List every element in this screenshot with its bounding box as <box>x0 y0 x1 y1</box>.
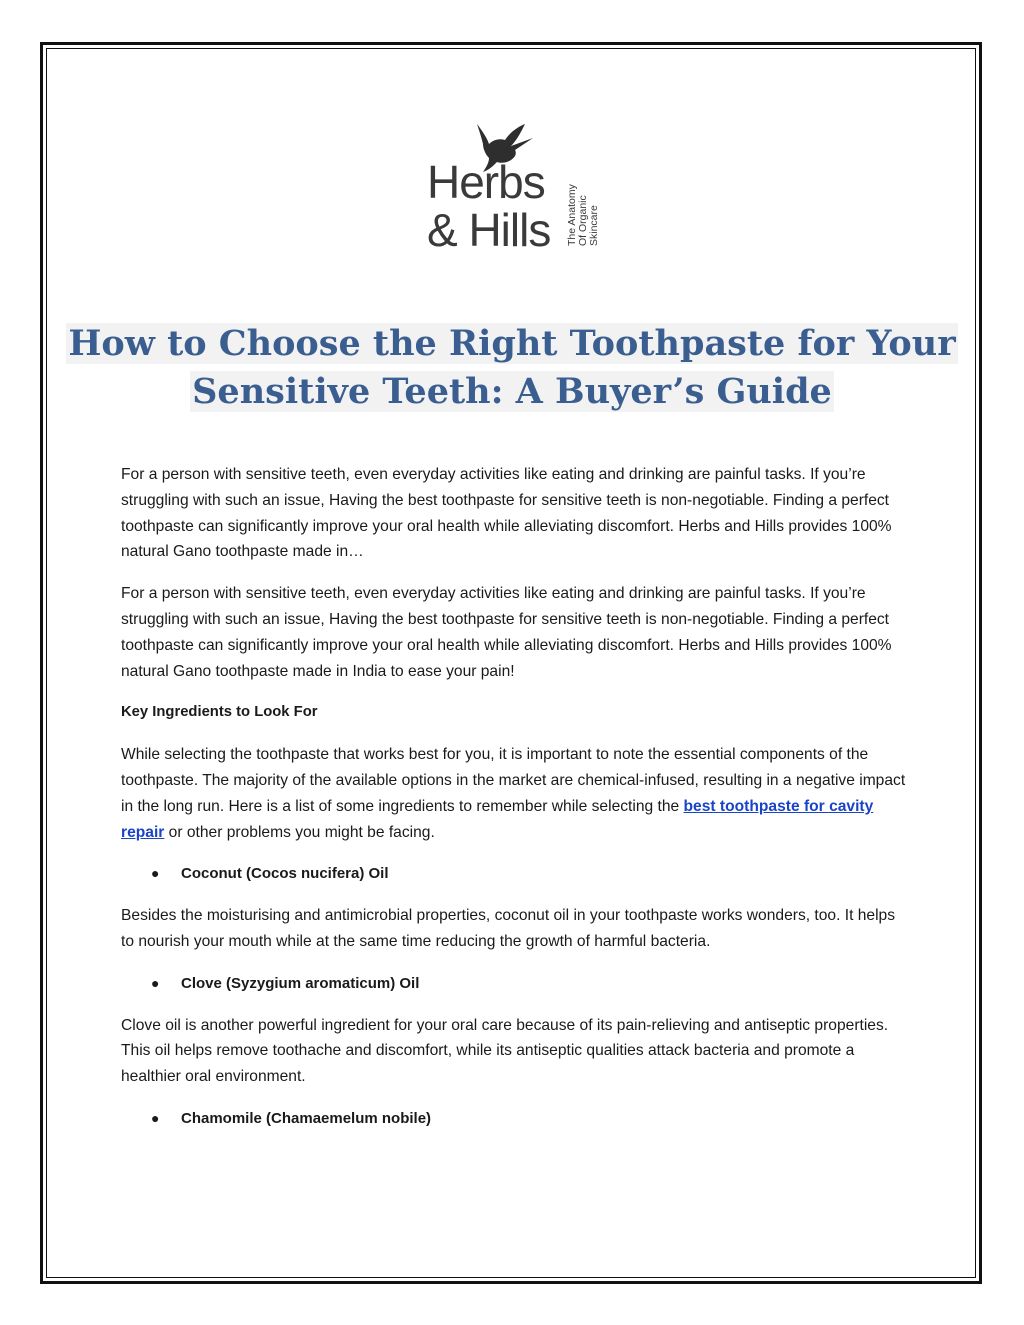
coconut-paragraph: Besides the moisturising and antimicrobial properties, coconut oil in your toothpaste works wonders, too. It helps to nourish your mouth while at the same time reducing the growth of harmful bacteria. <box>121 907 896 950</box>
cavity-repair-link[interactable]: best toothpaste for cavity repair <box>121 797 874 841</box>
article-body <box>121 462 911 1148</box>
title-line-2: Sensitive Teeth: A Buyer’s Guide <box>192 371 832 412</box>
article-title <box>60 320 964 416</box>
bullet-label: Chamomile (Chamaemelum nobile) <box>181 1109 432 1127</box>
list-item-clove <box>121 971 911 997</box>
intro-paragraph-full: For a person with sensitive teeth, even everyday activities like eating and drinking are painful tasks. If you’re struggling with such an issue, Having the best toothpaste for sensitive teeth is non-negotiable. Finding a perfect toothpaste can significantly improve your oral health while alleviating discomfort. Herbs and Hills provides 100% natural Gano toothpaste made in India to ease your pain! <box>121 585 892 680</box>
bullet-label: Coconut (Cocos nucifera) Oil <box>181 865 389 883</box>
herbs-and-hills-logo <box>425 118 605 258</box>
logo-brand-line1: Herbs <box>427 156 545 208</box>
bullet-icon: ● <box>151 974 160 991</box>
selecting-paragraph <box>121 742 911 845</box>
intro-paragraph-short: For a person with sensitive teeth, even everyday activities like eating and drinking are painful tasks. If you’re struggling with such an issue, Having the best toothpaste for sensitive teeth is non-negotiable. Finding a perfect toothpaste can significantly improve your oral health while alleviating discomfort. Herbs and Hills provides 100% natural Gano toothpaste made in… <box>121 466 892 561</box>
selecting-text-after: or other problems you might be facing. <box>164 823 435 841</box>
section-heading: Key Ingredients to Look For <box>121 704 318 721</box>
logo-tagline-3: Skincare <box>588 205 600 246</box>
list-item-coconut <box>121 861 911 887</box>
logo-brand-line2: & Hills <box>427 204 551 256</box>
bullet-icon: ● <box>151 865 160 882</box>
bullet-icon: ● <box>151 1109 160 1126</box>
bullet-label: Clove (Syzygium aromaticum) Oil <box>181 974 420 992</box>
title-line-1: How to Choose the Right Toothpaste for Your <box>68 323 956 364</box>
selecting-text-before: While selecting the toothpaste that works best for you, it is important to note the essential components of the toothpaste. The majority of the available options in the market are chemical-infused, resulting in a negative impact in the long run. Here is a list of some ingredients to remember while selecting the <box>121 746 906 815</box>
logo-tagline-2: Of Organic <box>577 195 589 246</box>
clove-paragraph: Clove oil is another powerful ingredient for your oral care because of its pain-relieving and antiseptic properties. This oil helps remove toothache and discomfort, while its antiseptic qualities attack bacteria and promote a healthier oral environment. <box>121 1016 889 1086</box>
list-item-chamomile <box>121 1106 911 1132</box>
logo-tagline-1: The Anatomy <box>566 184 578 246</box>
